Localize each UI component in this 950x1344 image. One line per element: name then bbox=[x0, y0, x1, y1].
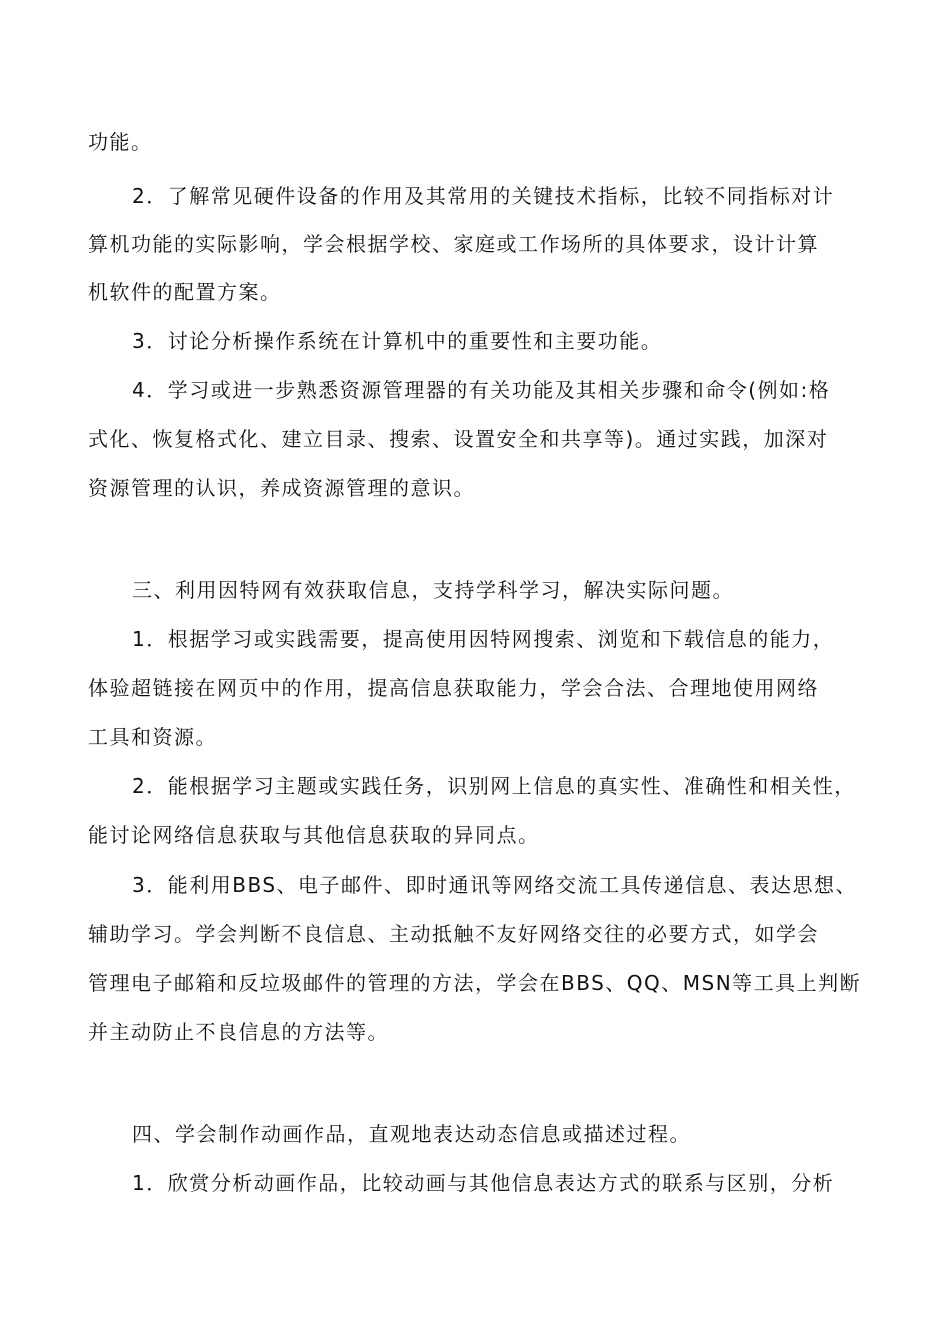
text-line: 体验超链接在网页中的作用，提高信息获取能力，学会合法、合理地使用网络 bbox=[88, 676, 819, 700]
text-line: 资源管理的认识，养成资源管理的意识。 bbox=[88, 476, 475, 500]
text-line: 式化、恢复格式化、建立目录、搜索、设置安全和共享等)。通过实践，加深对 bbox=[88, 427, 829, 451]
text-line: 1．欣赏分析动画作品，比较动画与其他信息表达方式的联系与区别，分析 bbox=[132, 1171, 835, 1195]
text-line: 3．能利用BBS、电子邮件、即时通讯等网络交流工具传递信息、表达思想、 bbox=[132, 873, 858, 897]
text-line: 算机功能的实际影响，学会根据学校、家庭或工作场所的具体要求，设计计算 bbox=[88, 232, 819, 256]
text-line: 管理电子邮箱和反垃圾邮件的管理的方法，学会在BBS、QQ、MSN等工具上判断 bbox=[88, 971, 862, 995]
text-line: 辅助学习。学会判断不良信息、主动抵触不友好网络交往的必要方式，如学会 bbox=[88, 922, 819, 946]
section-heading: 三、利用因特网有效获取信息，支持学科学习，解决实际问题。 bbox=[132, 578, 734, 602]
section-heading: 四、学会制作动画作品，直观地表达动态信息或描述过程。 bbox=[132, 1122, 691, 1146]
text-line: 并主动防止不良信息的方法等。 bbox=[88, 1020, 389, 1044]
text-line: 机软件的配置方案。 bbox=[88, 280, 282, 304]
text-line: 工具和资源。 bbox=[88, 725, 217, 749]
text-line: 3．讨论分析操作系统在计算机中的重要性和主要功能。 bbox=[132, 329, 663, 353]
text-line: 2．了解常见硬件设备的作用及其常用的关键技术指标，比较不同指标对计 bbox=[132, 184, 835, 208]
text-line: 1．根据学习或实践需要，提高使用因特网搜索、浏览和下载信息的能力， bbox=[132, 627, 835, 651]
text-line: 功能。 bbox=[88, 130, 153, 154]
text-line: 能讨论网络信息获取与其他信息获取的异同点。 bbox=[88, 823, 540, 847]
text-line: 4．学习或进一步熟悉资源管理器的有关功能及其相关步骤和命令(例如:格 bbox=[132, 378, 831, 402]
text-line: 2．能根据学习主题或实践任务，识别网上信息的真实性、准确性和相关性， bbox=[132, 774, 856, 798]
